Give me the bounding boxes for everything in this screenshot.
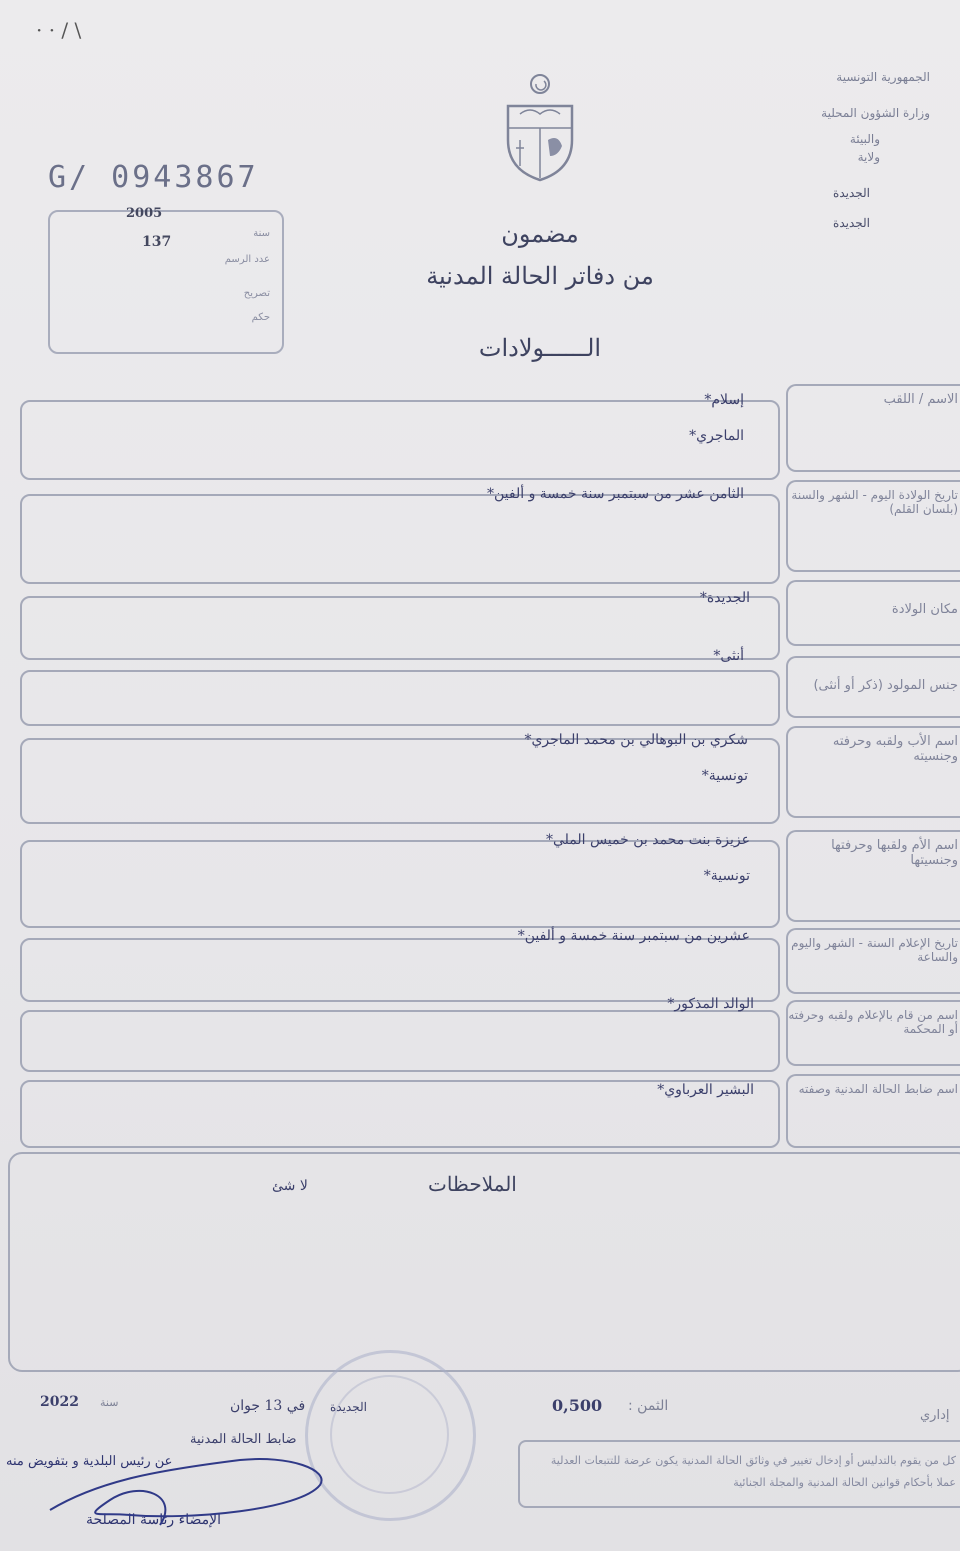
corner-marks: · · / \ (36, 18, 82, 42)
register-number: 137 (142, 234, 172, 250)
municipality-1: الجديدة (833, 186, 870, 200)
officer-title: ضابط الحالة المدنية (190, 1432, 297, 1447)
mother-row (20, 840, 780, 928)
declaration-date-label: تاريخ الإعلام السنة - الشهر واليوم والساعة (786, 928, 960, 994)
register-box (48, 206, 284, 354)
birth-date-row (20, 494, 780, 584)
name-row (20, 400, 780, 480)
name-label: الاسم / اللقب (786, 384, 960, 472)
footer-date: في 13 جوان (230, 1398, 306, 1414)
birth-place-value: الجديدة* (699, 590, 750, 606)
mother-name-value: عزيزة بنت محمد بن خميس الملي* (545, 832, 750, 848)
birth-place-label: مكان الولادة (786, 580, 960, 646)
mother-nationality-value: تونسية* (703, 868, 750, 884)
father-row (20, 738, 780, 824)
remarks-label: الملاحظات (428, 1172, 517, 1196)
doc-title: مضمون (501, 220, 579, 248)
republic-text: الجمهورية التونسية (836, 70, 930, 84)
officer-value: البشير العرباوي* (657, 1082, 754, 1098)
declarant-row (20, 1010, 780, 1072)
register-number-label: عدد الرسم (224, 254, 270, 265)
birth-date-label: تاريخ الولادة اليوم - الشهر والسنة (بلسان القلم) (786, 480, 960, 572)
father-name-value: شكري بن البوهالي بن محمد الماجري* (524, 732, 748, 748)
coat-of-arms-icon (500, 70, 580, 182)
gender-value: أنثى* (713, 648, 744, 664)
birth-date-value: الثامن عشر من سبتمبر سنة خمسة و ألفين* (487, 486, 744, 502)
declarant-value: الوالد المذكور* (667, 996, 754, 1012)
first-name-value: إسلام* (704, 392, 744, 408)
father-nationality-value: تونسية* (701, 768, 748, 784)
legal-notice: كل من يقوم بالتدليس أو إدخال تغيير في وثائق الحالة المدنية يكون عرضة للتتبعات العدلية عملا بأحكام قوانين الحالة المدنية والمجلة الجنائية (518, 1440, 960, 1508)
footer-place: الجديدة (330, 1400, 367, 1414)
footer-year-label: سنة (100, 1396, 119, 1409)
governorate-text: والبيئة (849, 132, 880, 146)
gender-label: جنس المولود (ذكر أو أنثى) (786, 656, 960, 718)
serial-number: G/ 0943867 (48, 160, 259, 195)
price-value: 0,500 (552, 1396, 603, 1415)
doc-subtitle: من دفاتر الحالة المدنية (426, 262, 654, 290)
register-judgement-label: حكم (251, 312, 270, 323)
officer-label: اسم ضابط الحالة المدنية وصفته (786, 1074, 960, 1148)
price-label: الثمن : (628, 1398, 669, 1414)
register-year: 2005 (126, 206, 163, 221)
register-edit-label: تصريح (243, 288, 270, 299)
gender-row (20, 670, 780, 726)
birth-place-row (20, 596, 780, 660)
mother-label: اسم الأم ولقبها وحرفتها وجنسيتها (786, 830, 960, 922)
footer-year: 2022 (40, 1394, 79, 1410)
corner-label: إداري (920, 1408, 950, 1423)
last-name-value: الماجري* (689, 428, 744, 444)
officer-signature-name: الإمضاء رئاسة المصلحة (86, 1512, 221, 1528)
signature-icon (40, 1440, 340, 1540)
register-year-label: سنة (253, 228, 270, 239)
doc-section-title: الــــــولادات (478, 334, 602, 362)
municipality-2: الجديدة (833, 216, 870, 230)
officer-delegation: عن رئيس البلدية و بتفويض منه (6, 1454, 173, 1469)
declaration-date-value: عشرين من سبتمبر سنة خمسة و ألفين* (517, 928, 750, 944)
state-text: ولاية (857, 150, 880, 164)
father-label: اسم الأب ولقبه وحرفته وجنسيته (786, 726, 960, 818)
declarant-label: اسم من قام بالإعلام ولقبه وحرفته أو المحكمة (786, 1000, 960, 1066)
declaration-date-row (20, 938, 780, 1002)
remarks-value: لا شئ (272, 1178, 308, 1194)
ministry-text: وزارة الشؤون المحلية (821, 106, 930, 120)
